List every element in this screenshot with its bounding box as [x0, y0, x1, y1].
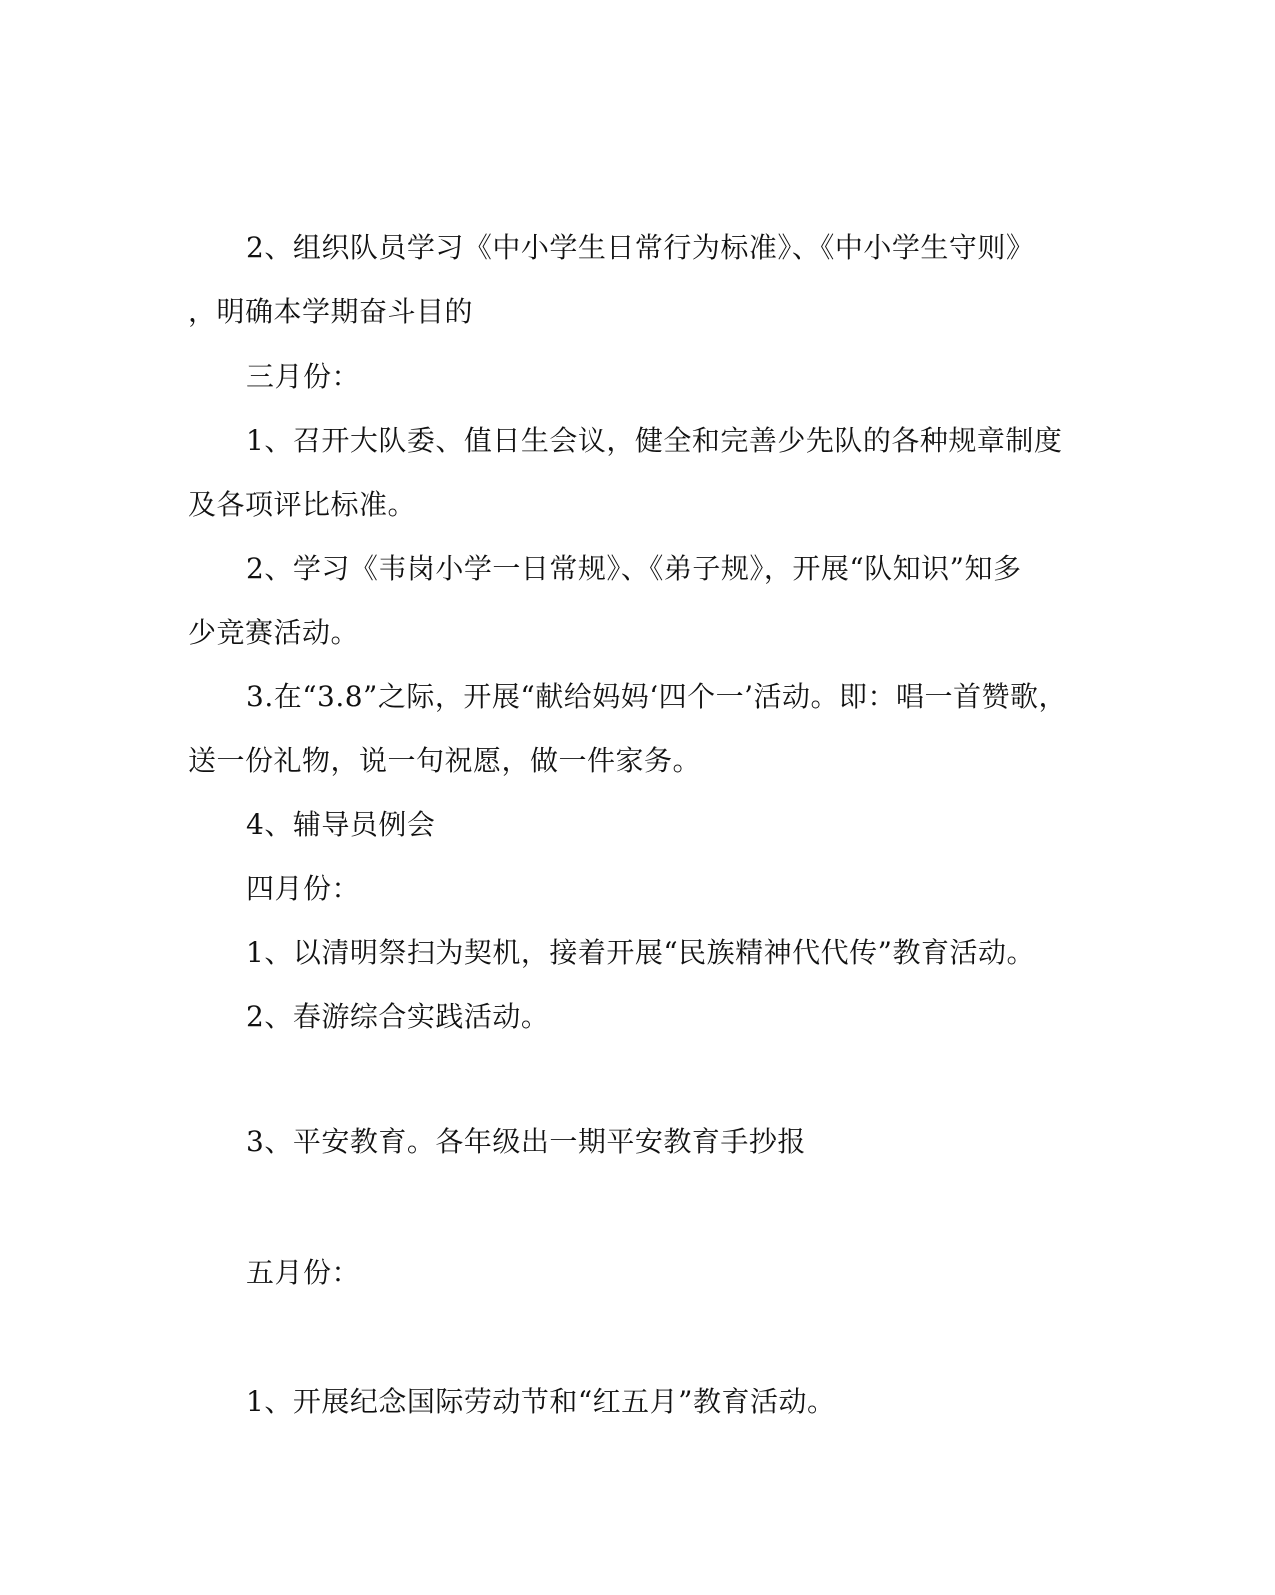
item-may-labor-day: 1、开展纪念国际劳动节和“红五月”教育活动。 [246, 1385, 836, 1418]
item-march-mothers-day: 3.在“3.8”之际，开展“献给妈妈‘四个一’活动。即：唱一首赞歌， [246, 680, 1067, 713]
item-april-safety: 3、平安教育。各年级出一期平安教育手抄报 [246, 1125, 806, 1158]
item-march-study-continued: 少竞赛活动。 [188, 616, 360, 649]
item-study-standards: 2、组织队员学习《中小学生日常行为标准》、《中小学生守则》 [246, 231, 1035, 264]
item-march-meeting-continued: 及各项评比标准。 [188, 488, 417, 521]
item-study-standards-continued: ，明确本学期奋斗目的 [188, 295, 474, 328]
month-heading-april: 四月份： [246, 872, 361, 905]
month-heading-march: 三月份： [246, 360, 361, 393]
item-april-spring-outing: 2、春游综合实践活动。 [246, 1000, 550, 1033]
month-heading-may: 五月份： [246, 1256, 361, 1289]
item-march-mothers-day-continued: 送一份礼物，说一句祝愿，做一件家务。 [188, 744, 702, 777]
item-april-qingming: 1、以清明祭扫为契机，接着开展“民族精神代代传”教育活动。 [246, 936, 1035, 969]
item-march-study: 2、学习《韦岗小学一日常规》、《弟子规》，开展“队知识”知多 [246, 552, 1022, 585]
item-march-counselor-meeting: 4、辅导员例会 [246, 808, 436, 841]
item-march-meeting: 1、召开大队委、值日生会议，健全和完善少先队的各种规章制度 [246, 424, 1063, 457]
